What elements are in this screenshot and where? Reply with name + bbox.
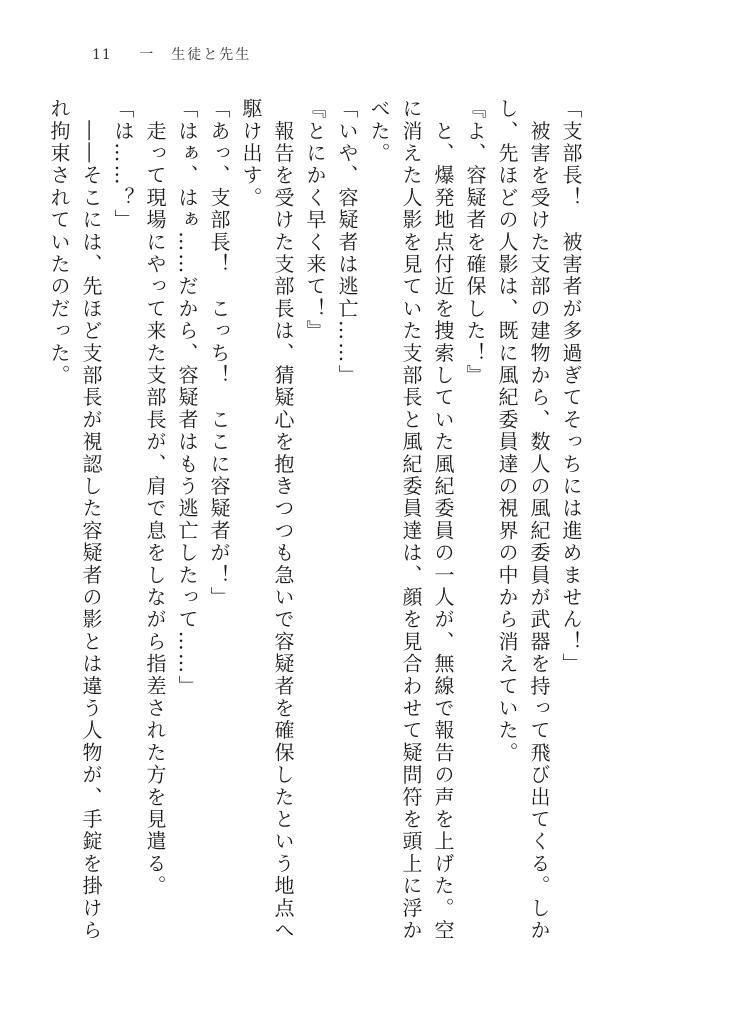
paragraph: 「あっ、支部長！ こっち！ ここに容疑者が！」 xyxy=(207,98,231,609)
paragraph: 「いや、容疑者は逃亡……」 xyxy=(335,98,359,387)
paragraph: 走って現場にやって来た支部長が、肩で息をしながら指差された方を見遣る。 xyxy=(143,98,167,898)
paragraph: 報告を受けた支部長は、猜疑心を抱きつつも急いで容疑者を確保したという地点へ駆け出す。 xyxy=(239,98,295,942)
paragraph: 「はぁ、はぁ……だから、容疑者はもう逃亡したって……」 xyxy=(175,98,199,698)
vertical-body-text xyxy=(43,98,587,958)
chapter-title: 一 生徒と先生 xyxy=(139,47,252,63)
paragraph: と、爆発地点付近を捜索していた風紀委員の一人が、無線で報告の声を上げた。空に消えた人影を見ていた支部長と風紀委員達は、顔を見合わせて疑問符を頭上に浮かべた。 xyxy=(367,98,455,942)
page-number: 11 xyxy=(92,47,112,63)
paragraph: ――そこには、先ほど支部長が視認した容疑者の影とは違う人物が、手錠を掛けられ拘束されていたのだった。 xyxy=(47,98,103,942)
paragraph: 『よ、容疑者を確保した！』 xyxy=(463,98,487,387)
paragraph: 被害を受けた支部の建物から、数人の風紀委員が武器を持って飛び出てくる。しかし、先ほどの人影は、既に風紀委員達の視界の中から消えていた。 xyxy=(495,98,551,942)
running-header xyxy=(92,44,251,64)
paragraph: 「支部長！ 被害者が多過ぎてそっちには進めません！」 xyxy=(559,98,583,676)
paragraph: 『とにかく早く来て！』 xyxy=(303,98,327,343)
paragraph: 「は……？」 xyxy=(111,98,135,232)
